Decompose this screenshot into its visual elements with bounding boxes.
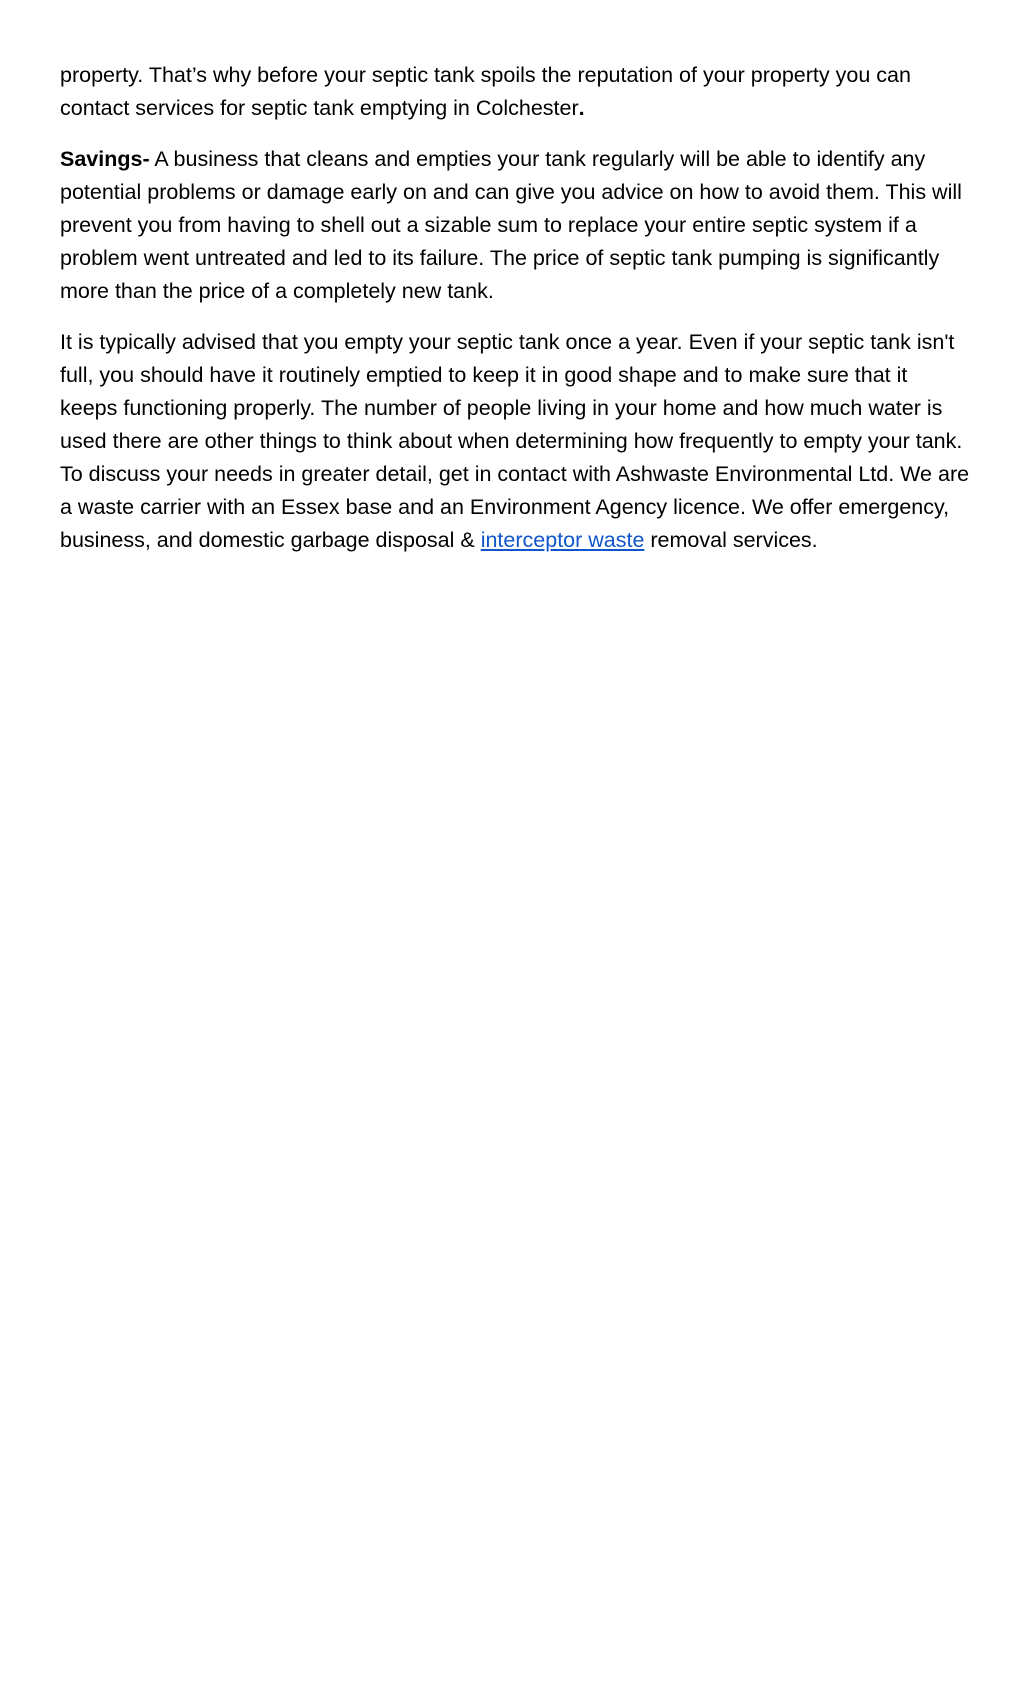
paragraph-colchester-text: property. That’s why before your septic tank spoils the reputation of your property you can contact services for septic tank emptying in Colchester xyxy=(60,63,911,120)
paragraph-savings xyxy=(60,143,970,308)
savings-heading: Savings- xyxy=(60,147,150,171)
paragraph-savings-text: A business that cleans and empties your tank regularly will be able to identify any potential problems or damage early on and can give you advice on how to avoid them. This will prevent you from having to shell out a sizable sum to replace your entire septic system if a problem went untreated and led to its failure. The price of septic tank pumping is significantly more than the price of a completely new tank. xyxy=(60,147,962,303)
paragraph-colchester-period: . xyxy=(578,96,585,120)
paragraph-frequency-text: It is typically advised that you empty your septic tank once a year. Even if your septic tank isn't full, you should have it routinely emptied to keep it in good shape and to make sure that it keeps functioning properly. The number of people living in your home and how much water is used there are other things to think about when determining how frequently to empty your tank. To discuss your needs in greater detail, get in contact with Ashwaste Environmental Ltd. We are a waste carrier with an Essex base and an Environment Agency licence. We offer emergency, business, and domestic garbage disposal & xyxy=(60,330,970,552)
paragraph-frequency-ending: removal services. xyxy=(644,528,818,552)
paragraph-frequency xyxy=(60,326,970,557)
paragraph-colchester xyxy=(60,59,970,125)
interceptor-waste-link[interactable]: interceptor waste xyxy=(480,528,645,552)
document-body xyxy=(60,59,970,575)
